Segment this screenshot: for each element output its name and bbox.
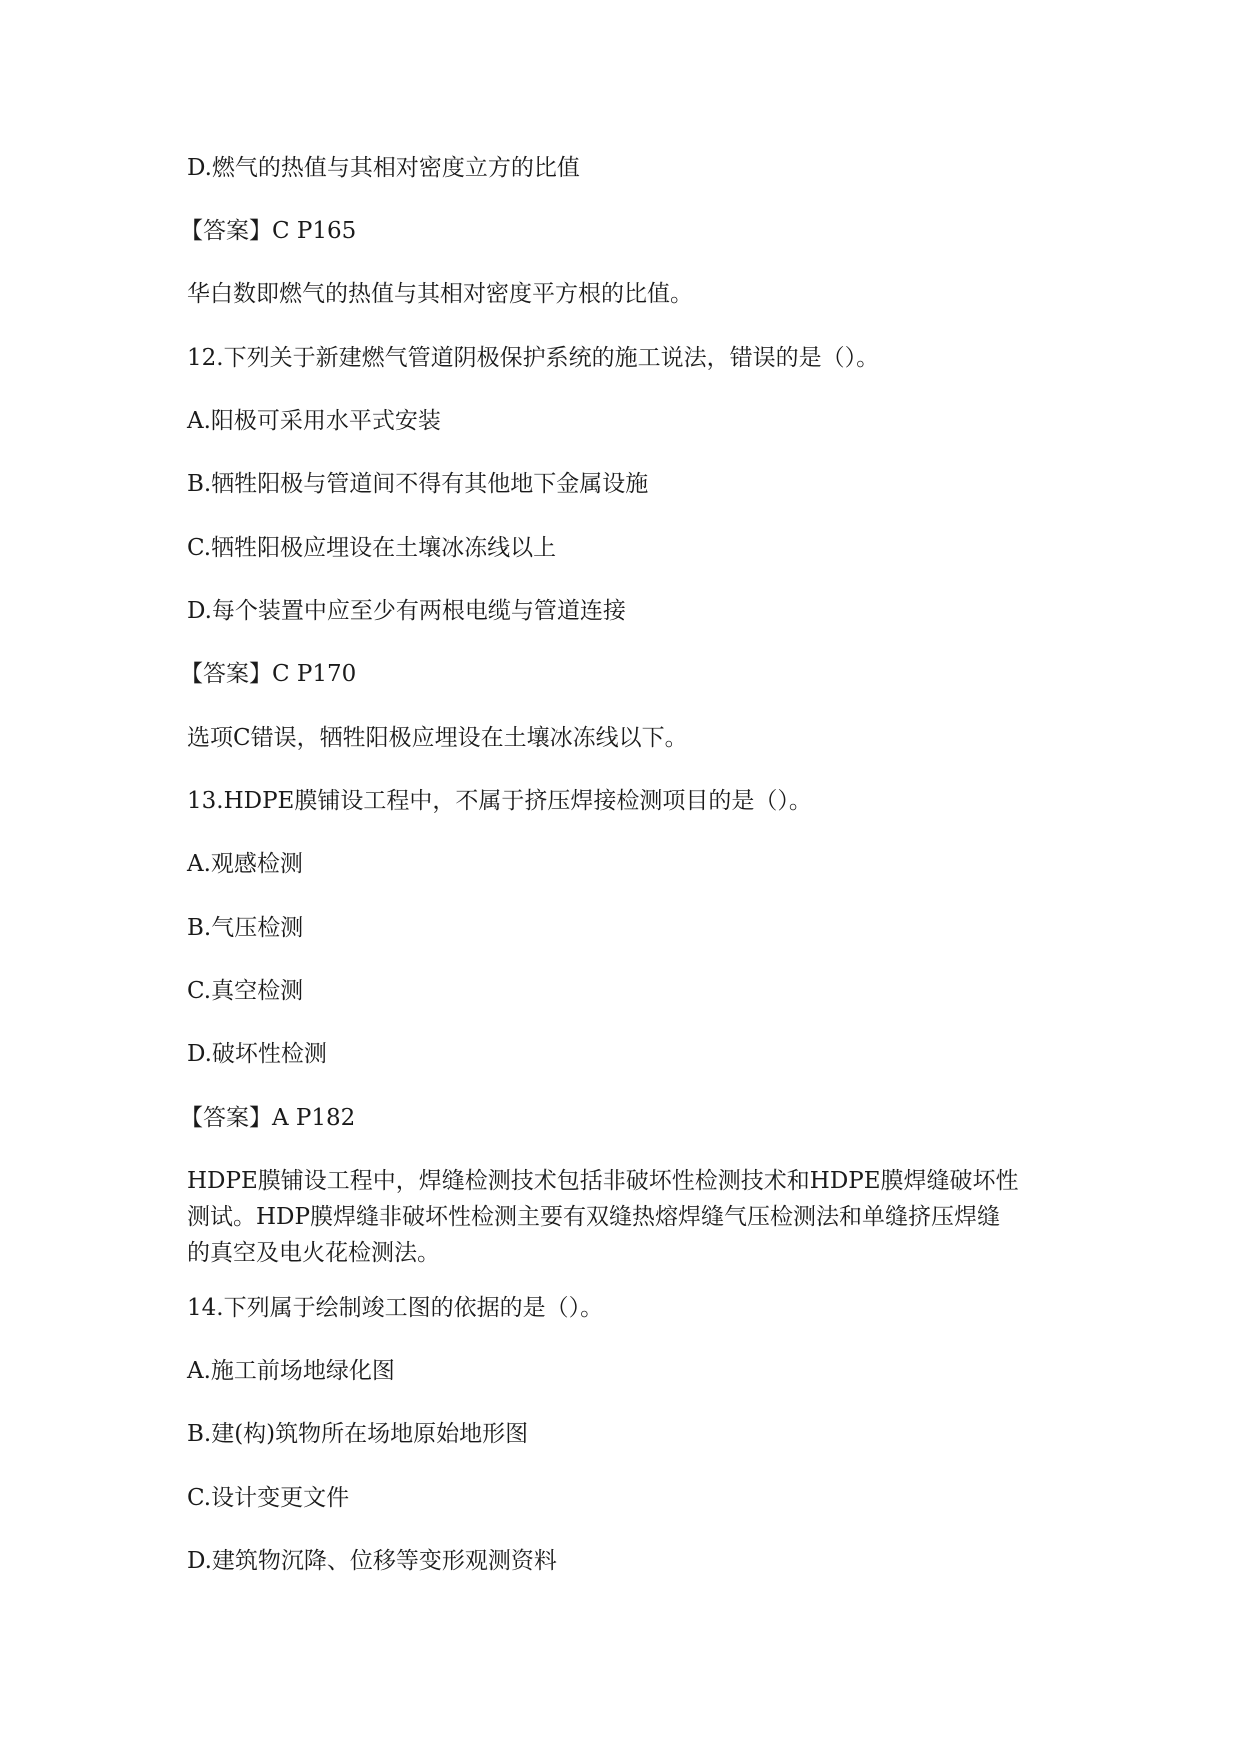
option-c-q12: C.牺牲阳极应埋设在土壤冰冻线以上 <box>187 535 557 561</box>
option-b-q14: B.建(构)筑物所在场地原始地形图 <box>187 1421 529 1447</box>
explanation-q13-line-1: HDPE膜铺设工程中，焊缝检测技术包括非破坏性检测技术和HDPE膜焊缝破坏性 <box>187 1168 1019 1194</box>
option-b-q12: B.牺牲阳极与管道间不得有其他地下金属设施 <box>187 471 649 497</box>
option-a-q14: A.施工前场地绿化图 <box>187 1358 395 1384</box>
explanation-q13-line-3: 的真空及电火花检测法。 <box>187 1240 440 1266</box>
question-14: 14.下列属于绘制竣工图的依据的是（）。 <box>187 1295 604 1321</box>
question-12: 12.下列关于新建燃气管道阴极保护系统的施工说法，错误的是（）。 <box>187 345 880 371</box>
explanation-q11: 华白数即燃气的热值与其相对密度平方根的比值。 <box>187 281 693 307</box>
option-c-q13: C.真空检测 <box>187 978 304 1004</box>
explanation-q12: 选项C错误，牺牲阳极应埋设在土壤冰冻线以下。 <box>187 725 688 751</box>
answer-q13: 【答案】A P182 <box>180 1105 356 1131</box>
answer-q12: 【答案】C P170 <box>180 661 357 687</box>
explanation-q13 <box>187 1163 1067 1271</box>
option-a-q12: A.阳极可采用水平式安装 <box>187 408 441 434</box>
option-d-q11: D.燃气的热值与其相对密度立方的比值 <box>187 155 580 181</box>
option-c-q14: C.设计变更文件 <box>187 1485 350 1511</box>
question-13: 13.HDPE膜铺设工程中，不属于挤压焊接检测项目的是（）。 <box>187 788 812 814</box>
option-d-q14: D.建筑物沉降、位移等变形观测资料 <box>187 1548 557 1574</box>
answer-q11: 【答案】C P165 <box>180 218 357 244</box>
option-a-q13: A.观感检测 <box>187 851 303 877</box>
option-d-q12: D.每个装置中应至少有两根电缆与管道连接 <box>187 598 626 624</box>
option-b-q13: B.气压检测 <box>187 915 304 941</box>
explanation-q13-line-2: 测试。HDP膜焊缝非破坏性检测主要有双缝热熔焊缝气压检测法和单缝挤压焊缝 <box>187 1204 1000 1230</box>
option-d-q13: D.破坏性检测 <box>187 1041 327 1067</box>
